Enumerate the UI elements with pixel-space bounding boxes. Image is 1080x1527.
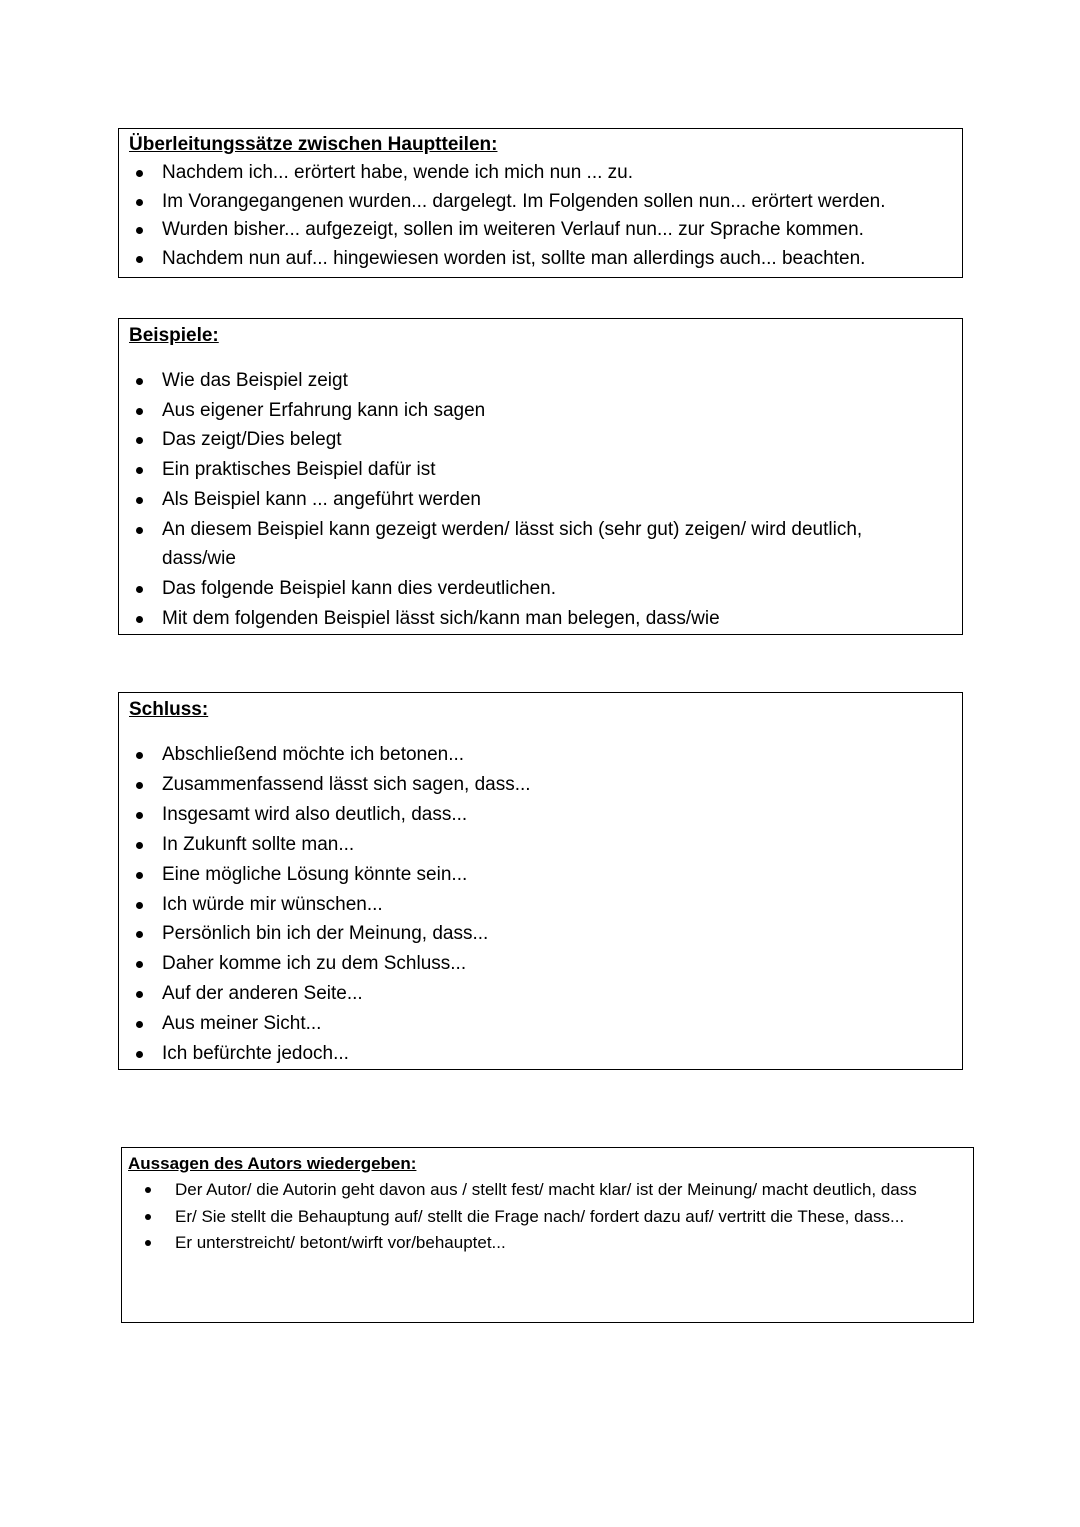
list-item: Nachdem ich... erörtert habe, wende ich mich nun ... zu. <box>129 159 962 188</box>
list-item: Eine mögliche Lösung könnte sein... <box>129 860 962 890</box>
section-title: Schluss: <box>129 699 209 720</box>
list-item: Nachdem nun auf... hingewiesen worden ist, sollte man allerdings auch... beachten. <box>129 245 962 274</box>
list-item: Persönlich bin ich der Meinung, dass... <box>129 919 962 949</box>
list-item: Ein praktisches Beispiel dafür ist <box>129 455 962 485</box>
list-item: Auf der anderen Seite... <box>129 979 962 1009</box>
list-item: Wurden bisher... aufgezeigt, sollen im weiteren Verlauf nun... zur Sprache kommen. <box>129 216 962 245</box>
list-item: An diesem Beispiel kann gezeigt werden/ lässt sich (sehr gut) zeigen/ wird deutlich, dass/wie <box>129 515 962 574</box>
list-item: Abschließend möchte ich betonen... <box>129 740 962 770</box>
section-box-examples <box>118 318 963 635</box>
list-item: Als Beispiel kann ... angeführt werden <box>129 485 962 515</box>
phrase-list <box>129 159 962 273</box>
list-item: Das folgende Beispiel kann dies verdeutlichen. <box>129 574 962 604</box>
list-item: Der Autor/ die Autorin geht davon aus / stellt fest/ macht klar/ ist der Meinung/ macht deutlich, dass <box>128 1177 973 1204</box>
list-item: Ich befürchte jedoch... <box>129 1039 962 1069</box>
section-box-author-statements <box>121 1147 974 1323</box>
section-box-transitions <box>118 128 963 278</box>
list-item: Aus eigener Erfahrung kann ich sagen <box>129 396 962 426</box>
phrase-list <box>129 366 962 633</box>
section-title: Überleitungssätze zwischen Hauptteilen: <box>129 134 498 155</box>
list-item: Das zeigt/Dies belegt <box>129 425 962 455</box>
section-box-conclusion <box>118 692 963 1070</box>
list-item: Ich würde mir wünschen... <box>129 890 962 920</box>
list-item: Insgesamt wird also deutlich, dass... <box>129 800 962 830</box>
list-item: Mit dem folgenden Beispiel lässt sich/kann man belegen, dass/wie <box>129 604 962 634</box>
section-title: Aussagen des Autors wiedergeben: <box>128 1154 417 1173</box>
phrase-list <box>128 1177 973 1257</box>
list-item: Im Vorangegangenen wurden... dargelegt. Im Folgenden sollen nun... erörtert werden. <box>129 188 962 217</box>
list-item: Er unterstreicht/ betont/wirft vor/behauptet... <box>128 1230 973 1257</box>
list-item: In Zukunft sollte man... <box>129 830 962 860</box>
list-item: Aus meiner Sicht... <box>129 1009 962 1039</box>
phrase-list <box>129 740 962 1069</box>
section-title: Beispiele: <box>129 325 219 346</box>
list-item: Zusammenfassend lässt sich sagen, dass... <box>129 770 962 800</box>
list-item: Daher komme ich zu dem Schluss... <box>129 949 962 979</box>
list-item: Er/ Sie stellt die Behauptung auf/ stellt die Frage nach/ fordert dazu auf/ vertritt die These, dass... <box>128 1204 973 1231</box>
list-item: Wie das Beispiel zeigt <box>129 366 962 396</box>
